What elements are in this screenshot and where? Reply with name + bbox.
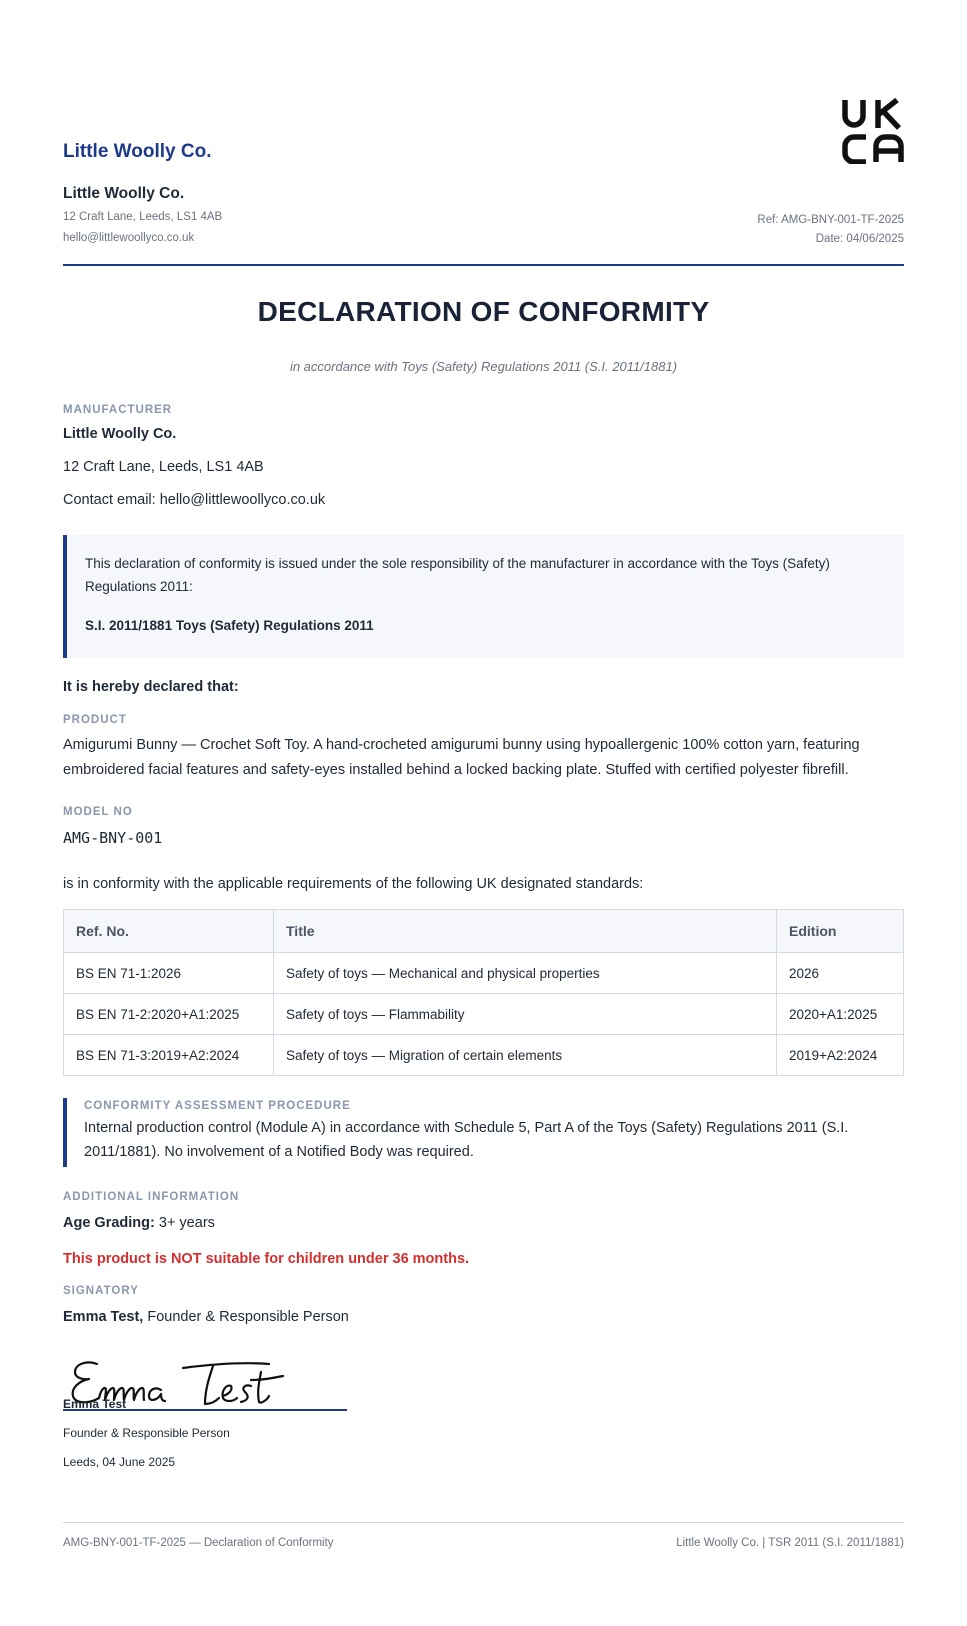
document-date: Date: 04/06/2025 [815, 233, 904, 245]
column-header-edition: Edition [777, 910, 904, 953]
cell-title: Safety of toys — Flammability [274, 994, 777, 1035]
responsibility-notice [63, 535, 904, 658]
conformity-intro: is in conformity with the applicable requirements of the following UK designated standards: [63, 876, 644, 892]
age-grading-value: 3+ years [158, 1215, 215, 1231]
signatory-role: Founder & Responsible Person [147, 1309, 349, 1325]
procedure-text: Internal production control (Module A) in accordance with Schedule 5, Part A of the Toys (Safety) Regulations 2011 (S.I. 2011/1881). No involvement of a Notified Body was required. [84, 1120, 849, 1160]
additional-info-label: ADDITIONAL INFORMATION [63, 1191, 240, 1203]
manufacturer-name: Little Woolly Co. [63, 426, 177, 442]
place-and-date: Leeds, 04 June 2025 [63, 1455, 176, 1469]
sender-address: 12 Craft Lane, Leeds, LS1 4AB [63, 211, 223, 223]
document-subtitle: in accordance with Toys (Safety) Regulations 2011 (S.I. 2011/1881) [289, 359, 678, 374]
product-label: PRODUCT [63, 714, 127, 726]
footer-left: AMG-BNY-001-TF-2025 — Declaration of Conformity [63, 1537, 334, 1549]
sender-name: Little Woolly Co. [63, 185, 185, 202]
reference-number: Ref: AMG-BNY-001-TF-2025 [757, 214, 904, 226]
cell-ref: BS EN 71-3:2019+A2:2024 [64, 1035, 274, 1076]
standards-table [63, 909, 904, 1076]
sender-email: hello@littlewoollyco.co.uk [63, 232, 195, 244]
signatory-label: SIGNATORY [63, 1285, 139, 1297]
product-description: Amigurumi Bunny — Crochet Soft Toy. A hand-crocheted amigurumi bunny using hypoallergenic 100% cotton yarn, featuring embroidered facial features and safety-eyes installed behind a locked backing plate. Stuffed with certified polyester fibrefill. [63, 737, 860, 778]
cell-title: Safety of toys — Migration of certain elements [274, 1035, 777, 1076]
age-warning: This product is NOT suitable for children under 36 months. [63, 1251, 470, 1267]
signatory-line [63, 1309, 349, 1325]
manufacturer-address: 12 Craft Lane, Leeds, LS1 4AB [63, 459, 264, 475]
header-divider [63, 264, 904, 266]
column-header-title: Title [274, 910, 777, 953]
column-header-ref: Ref. No. [64, 910, 274, 953]
printed-role: Founder & Responsible Person [63, 1426, 230, 1440]
ukca-mark-logo [842, 98, 904, 164]
manufacturer-label: MANUFACTURER [63, 404, 173, 416]
document-title: DECLARATION OF CONFORMITY [257, 296, 710, 327]
age-grading [63, 1215, 215, 1231]
printed-name: Emma Test [63, 1397, 127, 1411]
cell-edition: 2020+A1:2025 [777, 994, 904, 1035]
signatory-name: Emma Test, [63, 1309, 144, 1325]
model-label: MODEL NO [63, 806, 133, 818]
notice-regulation: S.I. 2011/1881 Toys (Safety) Regulations 2011 [85, 618, 374, 633]
age-grading-label: Age Grading: [63, 1215, 155, 1231]
table-row [64, 1035, 904, 1076]
table-row [64, 953, 904, 994]
assessment-procedure [63, 1098, 904, 1167]
notice-text: This declaration of conformity is issued under the sole responsibility of the manufacturer in accordance with the Toys (Safety) Regulations 2011: [85, 556, 830, 594]
cell-edition: 2019+A2:2024 [777, 1035, 904, 1076]
manufacturer-contact: Contact email: hello@littlewoollyco.co.uk [63, 492, 326, 508]
cell-ref: BS EN 71-1:2026 [64, 953, 274, 994]
declared-intro: It is hereby declared that: [63, 679, 239, 695]
table-header-row [64, 910, 904, 953]
footer-divider [63, 1522, 904, 1523]
brand-name: Little Woolly Co. [63, 141, 212, 162]
procedure-label: CONFORMITY ASSESSMENT PROCEDURE [84, 1100, 351, 1112]
cell-ref: BS EN 71-2:2020+A1:2025 [64, 994, 274, 1035]
footer-right: Little Woolly Co. | TSR 2011 (S.I. 2011/1881) [676, 1537, 904, 1549]
table-row [64, 994, 904, 1035]
declaration-page [63, 0, 904, 1626]
model-number: AMG-BNY-001 [63, 829, 163, 847]
cell-title: Safety of toys — Mechanical and physical properties [274, 953, 777, 994]
cell-edition: 2026 [777, 953, 904, 994]
